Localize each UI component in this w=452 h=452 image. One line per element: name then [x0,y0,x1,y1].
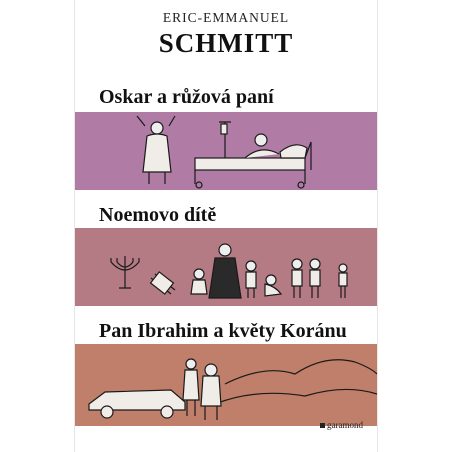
illustration-band-ibrahim [75,344,377,426]
publisher-name: garamond [327,420,363,430]
title-oskar: Oskar a růžová paní [99,86,274,108]
author-last-name: SCHMITT [158,28,294,58]
publisher-square-icon [320,423,325,428]
ibrahim-illustration [75,344,377,426]
title-pan-ibrahim: Pan Ibrahim a květy Koránu [99,320,347,342]
oskar-illustration [75,112,377,190]
illustration-band-noemovo [75,228,377,306]
author-first-name: ERIC-EMMANUEL [162,10,290,25]
book-cover [75,0,377,452]
publisher-logo [320,420,363,430]
title-noemovo: Noemovo dítě [99,204,217,226]
noemovo-illustration [75,228,377,306]
illustration-band-oskar [75,112,377,190]
